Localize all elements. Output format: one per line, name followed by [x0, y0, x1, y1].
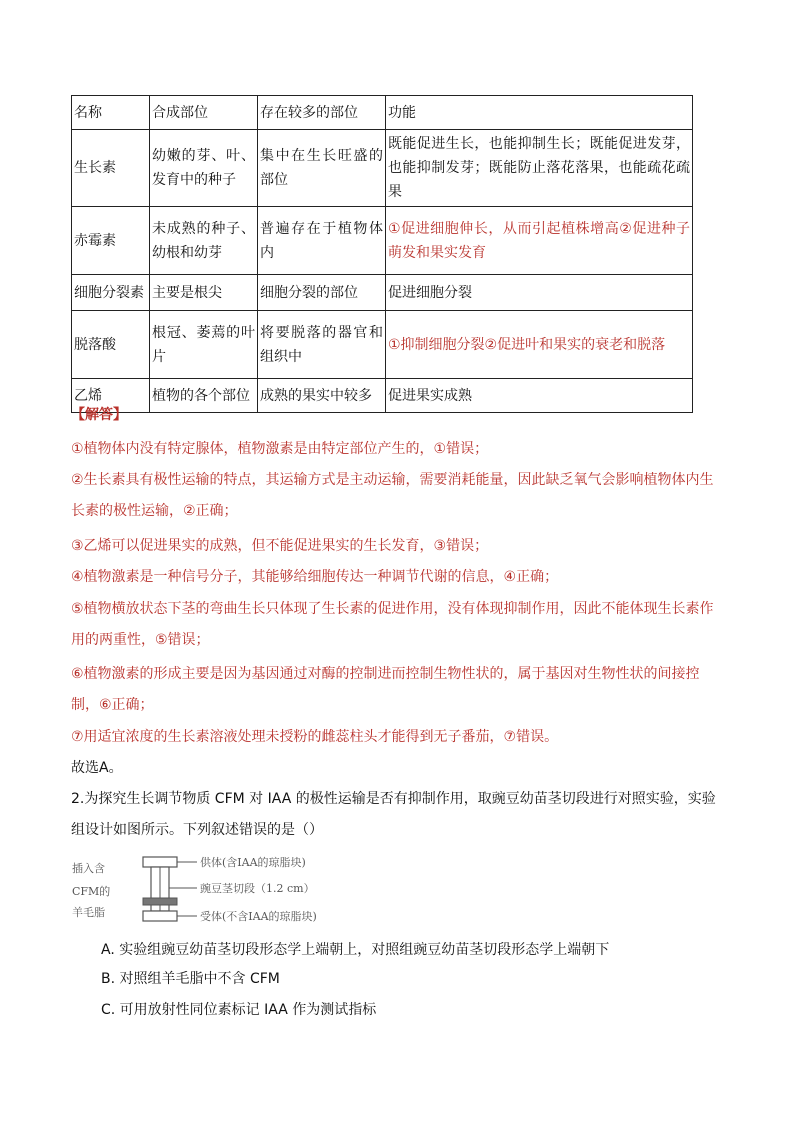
answer-item: ⑥植物激素的形成主要是因为基因通过对酶的控制进而控制生物性状的，属于基因对生物性状的间接控制，⑥正确；	[71, 666, 700, 713]
figure-label-receiver: 受体(不含IAA的琼脂块)	[200, 910, 317, 923]
answer-heading: 【解答】	[71, 407, 127, 423]
table-cell: 未成熟的种子、幼根和幼芽	[150, 207, 258, 275]
header-cell: 存在较多的部位	[258, 96, 386, 130]
figure-label-donor: 供体(含IAA的琼脂块)	[200, 856, 306, 869]
table-cell: ①促进细胞伸长，从而引起植株增高②促进种子萌发和果实发育	[386, 207, 693, 275]
experiment-diagram	[71, 855, 371, 925]
answer-item: ②生长素具有极性运输的特点，其运输方式是主动运输，需要消耗能量，因此缺乏氧气会影响植物体内生长素的极性运输，②正确；	[71, 472, 714, 519]
table-cell: 生长素	[72, 130, 150, 207]
option-c: C. 可用放射性同位素标记 IAA 作为测试指标	[101, 1002, 377, 1018]
figure-left-label: 羊毛脂	[72, 906, 105, 919]
table-cell: 普遍存在于植物体内	[258, 207, 386, 275]
table-row	[72, 275, 693, 311]
table-cell: ①抑制细胞分裂②促进叶和果实的衰老和脱落	[386, 311, 693, 379]
answer-item: ④植物激素是一种信号分子，其能够给细胞传达一种调节代谢的信息，④正确；	[71, 569, 559, 585]
figure-left-label: CFM的	[72, 885, 111, 898]
table-cell: 细胞分裂素	[72, 275, 150, 311]
question-text: 2.为探究生长调节物质 CFM 对 IAA 的极性运输是否有抑制作用，取豌豆幼苗茎切段进行对照实验，实验组设计如图所示。下列叙述错误的是（）	[71, 791, 716, 838]
answer-item: ①植物体内没有特定腺体，植物激素是由特定部位产生的，①错误；	[71, 441, 489, 457]
hormone-table	[71, 95, 693, 413]
table-row	[72, 311, 693, 379]
header-cell: 合成部位	[150, 96, 258, 130]
table-cell: 既能促进生长，也能抑制生长；既能促进发芽，也能抑制发芽；既能防止落花落果，也能疏花疏果	[386, 130, 693, 207]
receiver-block	[143, 911, 177, 921]
option-a: A. 实验组豌豆幼苗茎切段形态学上端朝上，对照组豌豆幼苗茎切段形态学上端朝下	[101, 942, 610, 958]
table-row	[72, 207, 693, 275]
header-cell: 名称	[72, 96, 150, 130]
lanolin-band	[143, 898, 177, 905]
table-cell: 成熟的果实中较多	[258, 379, 386, 413]
table-cell: 促进果实成熟	[386, 379, 693, 413]
table-cell: 脱落酸	[72, 311, 150, 379]
answer-item: ③乙烯可以促进果实的成熟，但不能促进果实的生长发育，③错误；	[71, 538, 489, 554]
header-cell: 功能	[386, 96, 693, 130]
conclusion: 故选A。	[71, 760, 123, 776]
donor-block	[143, 857, 177, 867]
table-cell: 幼嫩的芽、叶、发育中的种子	[150, 130, 258, 207]
table-cell: 植物的各个部位	[150, 379, 258, 413]
table-cell: 细胞分裂的部位	[258, 275, 386, 311]
table-cell: 促进细胞分裂	[386, 275, 693, 311]
table-cell: 乙烯	[72, 379, 150, 413]
table-cell: 赤霉素	[72, 207, 150, 275]
table-cell: 根冠、萎蔫的叶片	[150, 311, 258, 379]
table-header-row	[72, 96, 693, 130]
answer-item: ⑤植物横放状态下茎的弯曲生长只体现了生长素的促进作用，没有体现抑制作用，因此不能体现生长素作用的两重性，⑤错误；	[71, 601, 714, 648]
figure-left-label: 插入含	[72, 862, 105, 875]
option-b: B. 对照组羊毛脂中不含 CFM	[101, 971, 280, 987]
figure-label-stem: 豌豆茎切段（1.2 cm）	[200, 882, 315, 895]
answer-item: ⑦用适宜浓度的生长素溶液处理未授粉的雌蕊柱头才能得到无子番茄，⑦错误。	[71, 729, 559, 745]
table-cell: 集中在生长旺盛的部位	[258, 130, 386, 207]
table-row	[72, 130, 693, 207]
table-cell: 将要脱落的器官和组织中	[258, 311, 386, 379]
table-cell: 主要是根尖	[150, 275, 258, 311]
